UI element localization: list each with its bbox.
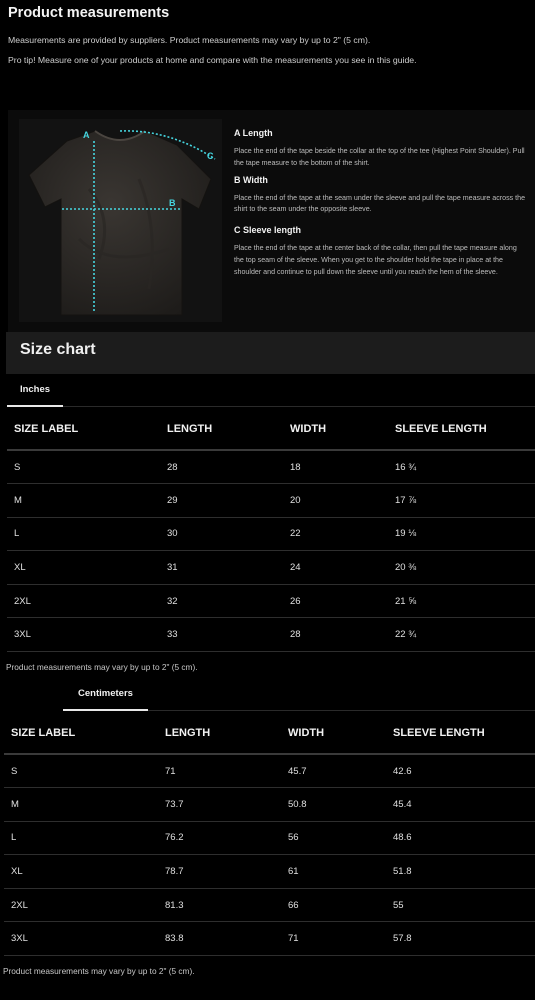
size-label-cell: M: [4, 788, 165, 822]
size-label-cell: XL: [7, 551, 167, 585]
width-cell: 22: [290, 517, 395, 551]
width-description: Place the end of the tape at the seam under the sleeve and pull the tape measure across the shirt to the seam under the opposite sleeve.: [234, 193, 526, 214]
size-label-cell: XL: [4, 855, 165, 889]
length-cell: 32: [167, 584, 290, 618]
length-heading: A Length: [234, 128, 273, 138]
width-cell: 66: [288, 888, 393, 922]
column-header-width: WIDTH: [288, 712, 393, 754]
table-row: [4, 922, 535, 956]
column-header-length: LENGTH: [165, 712, 288, 754]
tab-inches[interactable]: Inches: [19, 384, 51, 395]
length-cell: 30: [167, 517, 290, 551]
tab-centimeters[interactable]: Centimeters: [78, 688, 133, 699]
tshirt-diagram: [19, 119, 222, 322]
sleeve-length-cell: 42.6: [393, 754, 535, 788]
table-row: [7, 517, 535, 551]
table-header-row: [4, 712, 535, 754]
table-row: [4, 821, 535, 855]
sleeve-length-heading: C Sleeve length: [234, 225, 302, 236]
column-header-size-label: SIZE LABEL: [7, 408, 167, 450]
table-row: [7, 484, 535, 518]
sleeve-length-cell: 21 ⅝: [395, 584, 535, 618]
label-a: A: [83, 130, 90, 140]
sleeve-length-cell: 57.8: [393, 922, 535, 956]
sleeve-length-cell: 17 ⅞: [395, 484, 535, 518]
length-cell: 73.7: [165, 788, 288, 822]
tab-divider: [63, 406, 535, 407]
label-c: C: [207, 151, 214, 161]
sleeve-length-cell: 22 ¾: [395, 618, 535, 652]
width-cell: 20: [290, 484, 395, 518]
size-label-cell: 3XL: [4, 922, 165, 956]
sleeve-length-cell: 16 ¾: [395, 450, 535, 484]
sleeve-length-cell: 19 ⅛: [395, 517, 535, 551]
length-cell: 76.2: [165, 821, 288, 855]
length-cell: 29: [167, 484, 290, 518]
size-label-cell: S: [7, 450, 167, 484]
width-heading: B Width: [234, 174, 268, 185]
sleeve-length-cell: 55: [393, 888, 535, 922]
table-row: [4, 788, 535, 822]
size-label-cell: S: [4, 754, 165, 788]
sleeve-length-cell: 48.6: [393, 821, 535, 855]
measurement-instructions: [234, 128, 526, 279]
tab-inches-underline: [7, 405, 63, 407]
width-cell: 24: [290, 551, 395, 585]
length-cell: 31: [167, 551, 290, 585]
width-cell: 18: [290, 450, 395, 484]
tab-divider: [148, 710, 535, 711]
sleeve-length-cell: 51.8: [393, 855, 535, 889]
size-label-cell: M: [7, 484, 167, 518]
length-cell: 33: [167, 618, 290, 652]
size-chart-header: [6, 332, 535, 374]
table-row: [7, 618, 535, 652]
width-cell: 45.7: [288, 754, 393, 788]
width-cell: 56: [288, 821, 393, 855]
centimeters-note: Product measurements may vary by up to 2" (5 cm).: [3, 966, 195, 976]
table-row: [7, 450, 535, 484]
page-title: Product measurements: [8, 5, 170, 21]
width-cell: 26: [290, 584, 395, 618]
sleeve-length-cell: 20 ⅜: [395, 551, 535, 585]
column-header-sleeve-length: SLEEVE LENGTH: [393, 712, 535, 754]
size-label-cell: 2XL: [7, 584, 167, 618]
tshirt-measurement-image: [19, 119, 222, 322]
tshirt-shape: [29, 131, 211, 315]
size-label-cell: 3XL: [7, 618, 167, 652]
table-header-row: [7, 408, 535, 450]
size-label-cell: L: [4, 821, 165, 855]
pro-tip-text: Pro tip! Measure one of your products at home and compare with the measurements you see in this guide.: [8, 55, 417, 65]
tab-centimeters-underline: [63, 709, 148, 711]
length-cell: 71: [165, 754, 288, 788]
width-cell: 71: [288, 922, 393, 956]
table-row: [7, 584, 535, 618]
table-row: [7, 551, 535, 585]
column-header-length: LENGTH: [167, 408, 290, 450]
size-chart-title: Size chart: [20, 341, 96, 358]
table-row: [4, 754, 535, 788]
width-cell: 61: [288, 855, 393, 889]
inches-note: Product measurements may vary by up to 2" (5 cm).: [6, 662, 198, 672]
column-header-size-label: SIZE LABEL: [4, 712, 165, 754]
table-row: [4, 855, 535, 889]
measurement-guide: [8, 110, 535, 332]
size-label-cell: 2XL: [4, 888, 165, 922]
size-table-centimeters: [4, 712, 535, 956]
column-header-width: WIDTH: [290, 408, 395, 450]
length-cell: 28: [167, 450, 290, 484]
size-label-cell: L: [7, 517, 167, 551]
table-row: [4, 888, 535, 922]
length-cell: 78.7: [165, 855, 288, 889]
sleeve-length-cell: 45.4: [393, 788, 535, 822]
column-header-sleeve-length: SLEEVE LENGTH: [395, 408, 535, 450]
label-b: B: [169, 198, 176, 208]
length-cell: 83.8: [165, 922, 288, 956]
size-table-inches: [7, 408, 535, 652]
width-cell: 50.8: [288, 788, 393, 822]
length-cell: 81.3: [165, 888, 288, 922]
intro-text: Measurements are provided by suppliers. Product measurements may vary by up to 2" (5 cm).: [8, 35, 371, 45]
width-cell: 28: [290, 618, 395, 652]
sleeve-length-description: Place the end of the tape at the center back of the collar, then pull the tape measure along the top seam of the sleeve. When you get to the shoulder hold the tape in place at the shoulder and continue to pull down the sleeve until you reach the hem of the sleeve.: [234, 244, 517, 276]
length-description: Place the end of the tape beside the collar at the top of the tee (Highest Point Shoulder). Pull the tape measure to the bottom of the shirt.: [234, 147, 525, 167]
